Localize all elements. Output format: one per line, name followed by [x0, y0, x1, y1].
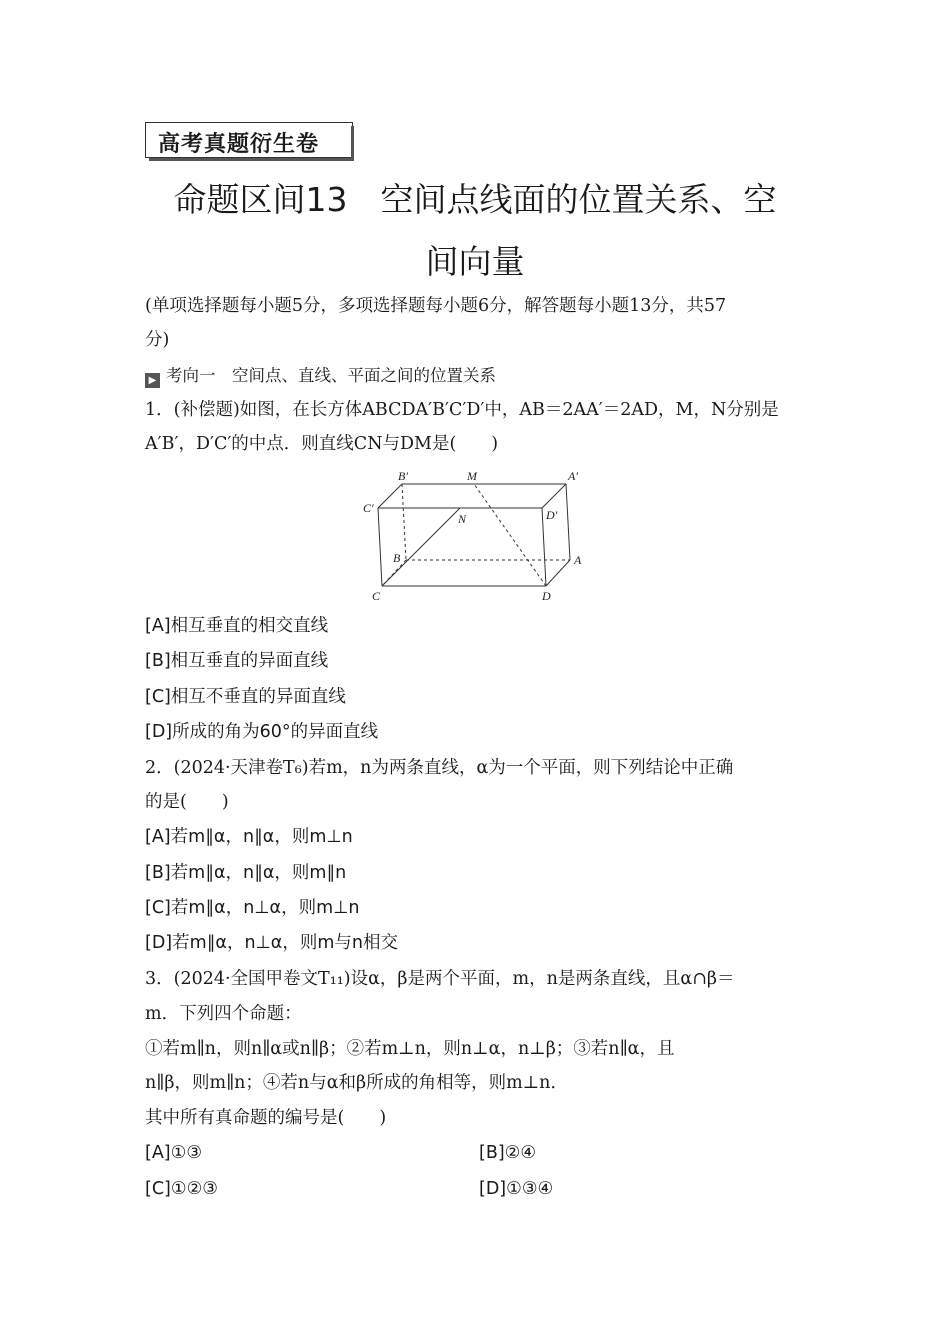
- q3-stem-line3: ①若m∥n，则n∥α或n∥β；②若m⊥n，则n⊥α，n⊥β；③若n∥α，且: [145, 1039, 675, 1059]
- q1-option-c[interactable]: [C]相互不垂直的异面直线: [145, 687, 346, 707]
- section-heading-label: 考向一 空间点、直线、平面之间的位置关系: [166, 366, 496, 385]
- label-n: N: [458, 512, 467, 526]
- exam-series-tag-label: 高考真题衍生卷: [158, 131, 320, 157]
- q1-option-b[interactable]: [B]相互垂直的异面直线: [145, 651, 329, 671]
- label-c: C: [372, 589, 381, 603]
- q1-stem-line1: 1．(补偿题)如图，在长方体ABCDA′B′C′D′中，AB＝2AA′＝2AD，M，N分别是: [145, 400, 779, 420]
- label-d-prime: D′: [546, 508, 558, 522]
- q2-option-a[interactable]: [A]若m∥α，n∥α，则m⊥n: [145, 827, 353, 847]
- q3-stem-line5: 其中所有真命题的编号是( ): [145, 1108, 387, 1128]
- q3-option-b[interactable]: [B]②④: [479, 1143, 537, 1163]
- q2-option-b[interactable]: [B]若m∥α，n∥α，则m∥n: [145, 863, 347, 883]
- cuboid-figure: [358, 462, 598, 607]
- q2-option-c[interactable]: [C]若m∥α，n⊥α，则m⊥n: [145, 898, 360, 918]
- scoring-note-line2: 分): [145, 330, 170, 350]
- label-m: M: [467, 469, 477, 483]
- q1-option-a[interactable]: [A]相互垂直的相交直线: [145, 616, 329, 636]
- q1-stem-line2: A′B′，D′C′的中点．则直线CN与DM是( ): [145, 434, 499, 454]
- q2-stem-line1: 2．(2024·天津卷T₆)若m，n为两条直线，α为一个平面，则下列结论中正确: [145, 758, 734, 778]
- play-triangle-icon: ▶: [145, 373, 160, 388]
- label-d: D: [542, 589, 551, 603]
- q3-option-c[interactable]: [C]①②③: [145, 1179, 218, 1199]
- q2-option-d[interactable]: [D]若m∥α，n⊥α，则m与n相交: [145, 933, 398, 953]
- q3-option-d[interactable]: [D]①③④: [479, 1179, 554, 1199]
- page-title-line2: 间向量: [425, 242, 525, 281]
- q3-stem-line1: 3．(2024·全国甲卷文T₁₁)设α，β是两个平面，m，n是两条直线，且α∩β＝: [145, 969, 735, 989]
- q3-stem-line4: n∥β，则m∥n；④若n与α和β所成的角相等，则m⊥n．: [145, 1073, 568, 1093]
- label-b-prime: B′: [398, 469, 408, 483]
- q2-stem-line2: 的是( ): [145, 792, 229, 812]
- label-c-prime: C′: [363, 501, 374, 515]
- label-a: A: [574, 553, 582, 567]
- label-b: B: [393, 551, 401, 565]
- q3-option-a[interactable]: [A]①③: [145, 1143, 203, 1163]
- page-title-line1: 命题区间13 空间点线面的位置关系、空: [173, 180, 777, 219]
- exam-series-tag: [145, 122, 353, 158]
- scoring-note-line1: (单项选择题每小题5分，多项选择题每小题6分，解答题每小题13分，共57: [145, 296, 727, 316]
- q3-stem-line2: m．下列四个命题：: [145, 1004, 302, 1024]
- label-a-prime: A′: [568, 469, 578, 483]
- section-heading: [145, 364, 496, 388]
- q1-option-d[interactable]: [D]所成的角为60°的异面直线: [145, 722, 379, 742]
